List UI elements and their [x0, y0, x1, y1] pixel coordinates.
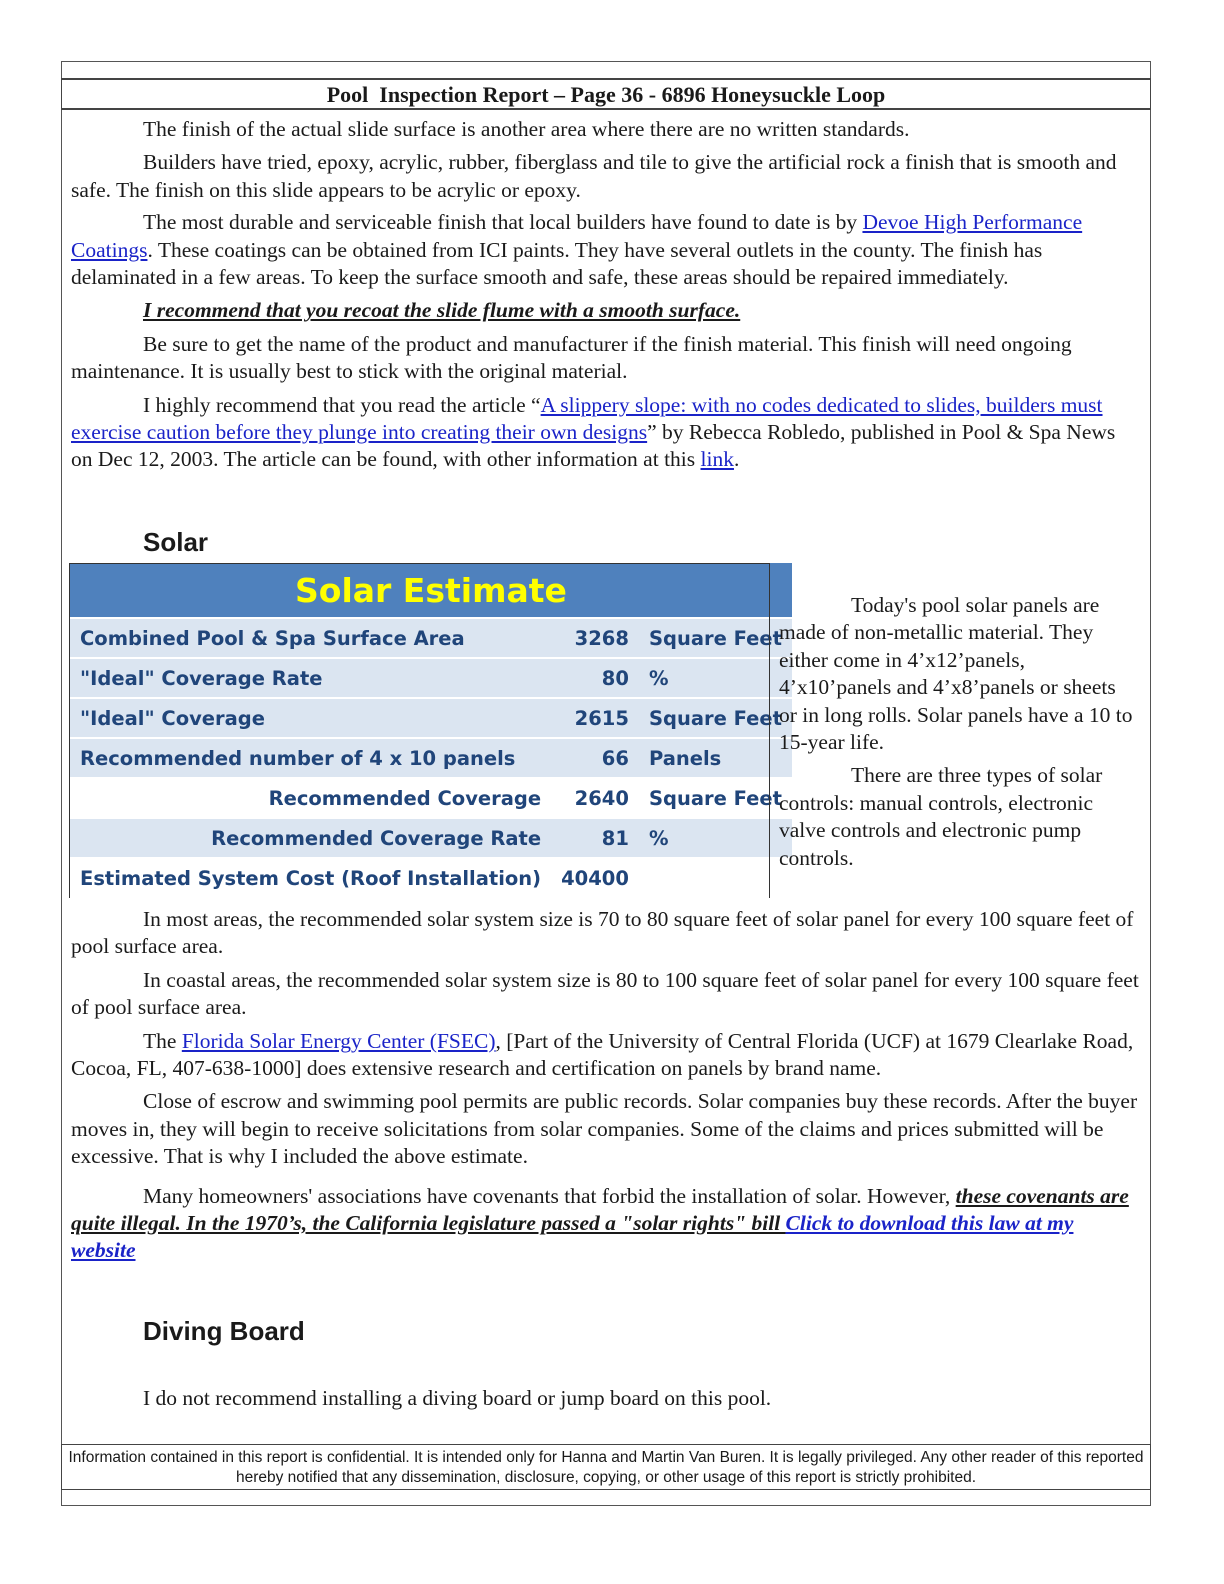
row-unit: %	[639, 658, 792, 698]
row-value: 2640	[551, 778, 639, 818]
table-row	[70, 658, 792, 698]
paragraph: I do not recommend installing a diving board or jump board on this pool.	[143, 1386, 772, 1410]
table-row	[70, 778, 792, 818]
confidentiality-footer: Information contained in this report is confidential. It is intended only for Hanna and Martin Van Buren. It is legally privileged. Any other reader of this reported hereby notified that any dissemination, disclosure, copying, or other usage of this report is strictly prohibited.	[61, 1444, 1151, 1490]
paragraph: Be sure to get the name of the product and manufacturer if the finish material. This finish will need ongoing maintenance. It is usually best to stick with the original material.	[71, 331, 1072, 384]
paragraph: The most durable and serviceable finish that local builders have found to date is by Devoe High Performance Coatings. These coatings can be obtained from ICI paints. They have several outlets in the county. The finish has delaminated in a few areas. To keep the surface smooth and safe, these areas should be repaired immediately.	[71, 210, 1083, 290]
row-unit: Square Feet	[639, 618, 792, 658]
paragraph: The finish of the actual slide surface is another area where there are no written standards.	[143, 117, 910, 141]
paragraph: In coastal areas, the recommended solar system size is 80 to 100 square feet of solar panel for every 100 square feet of pool surface area.	[71, 967, 1139, 1020]
solar-heading: Solar	[143, 527, 209, 557]
paragraph: Today's pool solar panels are made of non-metallic material. They either come in 4’x12’panels, 4’x10’panels and 4’x8’panels or sheets or in long rolls. Solar panels have a 10 to 15-year life.	[779, 593, 1133, 755]
diving-section	[71, 1385, 1139, 1418]
row-value: 3268	[551, 618, 639, 658]
row-label: "Ideal" Coverage	[70, 698, 551, 738]
fsec-link[interactable]: Florida Solar Energy Center (FSEC)	[181, 1028, 496, 1053]
paragraph: Builders have tried, epoxy, acrylic, rubber, fiberglass and tile to give the artificial rock a finish that is smooth and safe. The finish on this slide appears to be acrylic or epoxy.	[71, 150, 1117, 202]
table-row	[70, 738, 792, 778]
devoe-link[interactable]: Devoe High Performance Coatings	[71, 210, 1083, 262]
paragraph: Close of escrow and swimming pool permits are public records. Solar companies buy these records. After the buyer moves in, they will begin to receive solicitations from solar companies. Some of the claims and prices submitted will be excessive. That is why I included the above estimate.	[71, 1089, 1138, 1169]
download-law-link[interactable]: Click to download this law at my website	[71, 1211, 1074, 1263]
recommendation: I recommend that you recoat the slide flume with a smooth surface.	[143, 298, 741, 323]
paragraph: The Florida Solar Energy Center (FSEC), [Part of the University of Central Florida (UCF) at 1679 Clearlake Road, Cocoa, FL, 407-638-1000] does extensive research and certification on panels by brand name.	[71, 1028, 1134, 1081]
row-value: 2615	[551, 698, 639, 738]
row-label: "Ideal" Coverage Rate	[70, 658, 551, 698]
row-value: 66	[551, 738, 639, 778]
solar-sidebar-text	[779, 592, 1139, 878]
row-label: Estimated System Cost (Roof Installation)	[70, 858, 551, 898]
row-label: Recommended Coverage	[70, 778, 551, 818]
row-label: Combined Pool & Spa Surface Area	[70, 618, 551, 658]
paragraph: I highly recommend that you read the article “A slippery slope: with no codes dedicated to slides, builders must exercise caution before they plunge into creating their own designs” by Rebecca Robledo, published in Pool & Spa News on Dec 12, 2003. The article can be found, with other information at this link.	[71, 392, 1116, 472]
solar-estimate-table	[70, 563, 792, 899]
paragraph: Many homeowners' associations have covenants that forbid the installation of solar. However, these covenants are quite illegal. In the 1970’s, the California legislature passed a "solar rights" bill Click to download this law at my website	[71, 1183, 1129, 1263]
paragraph: There are three types of solar controls: manual controls, electronic valve controls and electronic pump controls.	[779, 763, 1103, 870]
slide-section	[71, 116, 1139, 480]
row-unit: %	[639, 818, 792, 858]
row-value: 40400	[551, 858, 639, 898]
table-title: Solar Estimate	[70, 563, 792, 618]
page-header: Pool Inspection Report – Page 36 - 6896 Honeysuckle Loop	[61, 78, 1151, 110]
table-row	[70, 858, 792, 898]
table-row	[70, 818, 792, 858]
row-label: Recommended Coverage Rate	[70, 818, 551, 858]
row-value: 80	[551, 658, 639, 698]
table-row	[70, 698, 792, 738]
table-row	[70, 618, 792, 658]
row-label: Recommended number of 4 x 10 panels	[70, 738, 551, 778]
row-unit	[639, 858, 792, 898]
info-link[interactable]: link	[700, 447, 734, 472]
row-unit: Square Feet	[639, 778, 792, 818]
row-unit: Panels	[639, 738, 792, 778]
paragraph: In most areas, the recommended solar system size is 70 to 80 square feet of solar panel for every 100 square feet of pool surface area.	[71, 907, 1134, 959]
article-link[interactable]: A slippery slope: with no codes dedicated to slides, builders must exercise caution before they plunge into creating their own designs	[71, 392, 1103, 445]
solar-section	[71, 906, 1139, 1271]
row-value: 81	[551, 818, 639, 858]
row-unit: Square Feet	[639, 698, 792, 738]
diving-board-heading: Diving Board	[143, 1316, 305, 1346]
